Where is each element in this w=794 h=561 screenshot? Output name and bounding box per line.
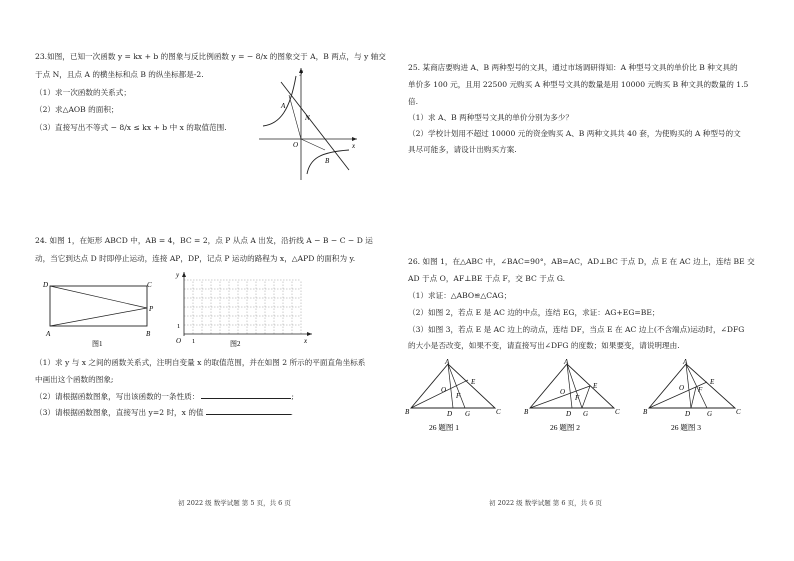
q23-stem-line1: 23.如图，已知一次函数 y = kx + b 的图象与反比例函数 y = − 8/x 的图象交于 A，B 两点，与 y 轴交 [35,52,386,61]
q23-part1: （1）求一次函数的关系式； [35,88,131,97]
q26-f2-D: D [566,410,572,418]
q26-caption-1: 26 题图 1 [429,423,459,432]
footer-left: 初 2022 级 数学试题 第 5 页，共 6 页 [178,499,291,507]
q23-fig-y: y [300,68,304,76]
q26-f1-G: G [465,410,471,418]
q26-f1-C: C [496,408,501,416]
q23-fig-A: A [281,102,286,110]
q26-figure1 [403,356,508,436]
q26-f1-D: D [447,410,453,418]
q24-fig2-one-y: 1 [177,323,181,330]
q26-f3-D: D [685,410,691,418]
q25-stem-line1: 25. 某商店要购进 A、B 两种型号的文具，通过市场调研得知：A 种型号文具的单价比 B 种文具的 [408,63,738,72]
q23-figure [255,62,360,182]
q26-part3-line1: （3）如图 3，若点 E 是 AC 边上的动点，连结 DF，当点 E 在 AC 边上(不含端点)运动时，∠DFG [408,325,745,334]
q23-fig-N: N [305,114,310,122]
q26-f2-O: O [560,388,566,396]
q26-f1-O: O [441,386,447,394]
q24-fig1-D: D [43,281,49,289]
q26-f3-B: B [643,408,648,416]
q25-stem-line3: 倍. [408,97,419,106]
q24-part1-line2: 中画出这个函数的图象; [35,375,114,384]
q23-fig-B: B [325,157,330,165]
q26-f2-A: A [564,358,569,366]
q26-f3-A: A [683,358,688,366]
q23-fig-O: O [293,141,299,149]
q26-f1-E: E [471,378,476,386]
q26-figure2 [520,356,625,436]
q25-part2-line2: 具尽可能多，请设计出购买方案. [408,145,517,154]
q24-fig2-x: x [304,337,308,345]
q23-fig-x: x [352,142,356,150]
q24-fig2-y: y [176,271,180,279]
q24-stem-line2: 动，当它到达点 D 时即停止运动，连接 AP，DP，记点 P 运动的路程为 x，△APD 的面积为 y. [35,254,356,263]
q24-stem-line1: 24. 如图 1，在矩形 ABCD 中，AB = 4，BC = 2，点 P 从点 A 出发，沿折线 A − B − C − D 运 [35,236,373,245]
q24-fig2-one-x: 1 [192,338,196,345]
q24-fig1-B: B [146,330,151,338]
q25-stem-line2: 单价多 100 元，且用 22500 元购买 A 种型号文具的数量是用 10000 元购买 B 种文具的数量的 1.5 [408,80,749,89]
q24-fig2-O: O [176,337,182,345]
q24-fig1-C: C [147,281,152,289]
q25-part1: （1）求 A、B 两种型号文具的单价分别为多少？ [408,113,574,122]
q26-part2: （2）如图 2，若点 E 是 AC 边的中点，连结 EG，求证：AG+EG=BE； [408,308,660,317]
q23-part2: （2）求△AOB 的面积； [35,105,119,114]
q24-fig1-caption: 图1 [92,340,103,348]
q24-part2: （2）请根据函数图象，写出该函数的一条性质： ; [35,392,294,401]
q26-f3-C: C [736,408,741,416]
q26-f1-A: A [445,358,450,366]
q24-part3: （3）请根据函数图象，直接写出 y=2 时，x 的值 . [35,408,293,417]
footer-right: 初 2022 级 数学试题 第 6 页，共 6 页 [489,499,602,507]
q26-f3-E: E [710,378,715,386]
q26-f2-F: F [575,394,580,402]
q26-f1-F: F [456,392,461,400]
q25-part2-line1: （2）学校计划用不超过 10000 元的资金购买 A、B 两种文具共 40 套，为使购买的 A 种型号的文 [408,129,741,138]
q26-caption-3: 26 题图 3 [671,423,701,432]
q23-stem-line2: 于点 N，且点 A 的横坐标和点 B 的纵坐标都是-2. [35,70,204,79]
q26-part3-line2: 的大小是否改变，如果不变，请直接写出∠DFG 的度数；如果要变，请说明理由. [408,341,680,350]
q26-f2-G: G [583,410,589,418]
q24-part1-line1: （1）求 y 与 x 之间的函数关系式，注明自变量 x 的取值范围，并在如图 2 所示的平面直角坐标系 [35,358,366,367]
q26-f3-O: O [679,384,685,392]
q24-fig2-caption: 图2 [230,340,241,348]
q23-part3: （3）直接写出不等式 − 8/x ≤ kx + b 中 x 的取值范围. [35,123,227,132]
q26-figure3 [641,356,751,436]
q24-figure2-grid [172,268,322,348]
q26-f2-C: C [615,408,620,416]
q26-f2-B: B [524,408,529,416]
q26-part1: （1）求证：△ABO≌△CAG； [408,291,512,300]
q24-figure1 [40,278,160,348]
q26-stem-line1: 26. 如图 1，在△ABC 中，∠BAC=90°，AB=AC，AD⊥BC 于点 D，点 E 在 AC 边上，连结 BE 交 [408,257,755,266]
q26-f3-F: F [698,386,703,394]
q24-fig1-A: A [46,330,51,338]
q26-f3-G: G [707,410,713,418]
q26-f1-B: B [405,408,410,416]
q26-f2-E: E [593,382,598,390]
q26-stem-line2: AD 于点 O，AF⊥BE 于点 F，交 BC 于点 G. [408,274,566,283]
q26-caption-2: 26 题图 2 [550,423,580,432]
q24-fig1-P: P [149,305,154,313]
